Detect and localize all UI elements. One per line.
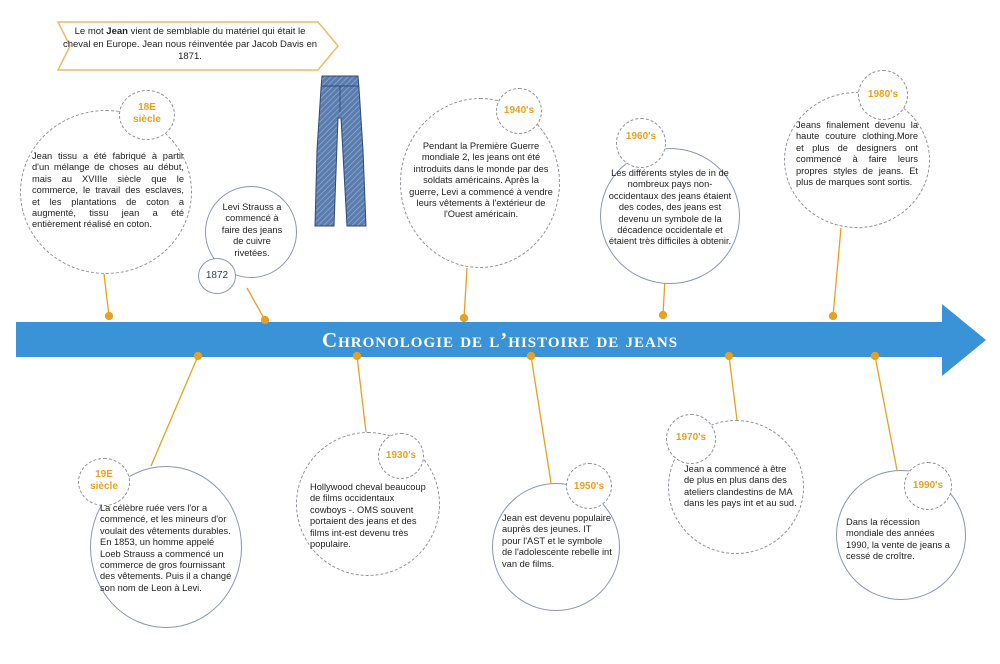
event-text-1980s: Jeans finalement devenu la haute couture clothing.More et plus de designers ont commencé à faire leurs propres styles de jeans. Et plus de marques sont sortis. bbox=[796, 120, 918, 188]
event-text-1970s: Jean a commencé à être de plus en plus dans des ateliers clandestins de MA dans les pays int et au sud. bbox=[684, 464, 797, 509]
connector-dot-1950s bbox=[528, 353, 535, 360]
connector-1950s bbox=[531, 356, 551, 483]
event-text-1950s: Jean est devenu populaire auprès des jeunes. IT pour l'AST et le symbole de l'adolescente rebelle int van de films. bbox=[502, 513, 612, 569]
connector-1990s bbox=[875, 356, 897, 470]
connector-1980s bbox=[833, 228, 841, 316]
event-text-18e: Jean tissu a été fabriqué à partir d'un mélange de choses au début, mais au XVIIIe siècle que le commerce, le travail des esclaves, et les plantations de coton a augmenté, tissu jean a été entièrement réalisé en coton. bbox=[32, 151, 184, 230]
connector-dot-1990s bbox=[872, 353, 879, 360]
event-label-bubble-1960s bbox=[616, 118, 666, 168]
connector-1940s bbox=[464, 268, 467, 318]
event-label-1872: 1872 bbox=[205, 270, 229, 281]
event-label-1940s: 1940's bbox=[503, 105, 535, 116]
connector-1872 bbox=[247, 288, 265, 320]
timeline-title: Chronologie de l’histoire de jeans bbox=[321, 328, 679, 352]
jeans-illustration bbox=[315, 76, 366, 226]
event-label-1950s: 1950's bbox=[573, 481, 605, 492]
event-text-1930s: Hollywood cheval beaucoup de films occidentaux cowboys -. OMS souvent portaient des jeans et des films int-est devenu très populaire. bbox=[310, 482, 426, 550]
connector-dot-1872 bbox=[262, 317, 269, 324]
event-label-1960s: 1960's bbox=[625, 131, 657, 142]
connector-19e bbox=[151, 356, 198, 466]
connector-dot-18e bbox=[106, 313, 113, 320]
event-text-1940s: Pendant la Première Guerre mondiale 2, les jeans ont été introduits dans le monde par des soldats américains. Après la guerre, Levi a commencé à vendre leurs vêtements à l'extérieur de l'Ouest américain. bbox=[409, 141, 553, 220]
event-label-19e: 19E siècle bbox=[90, 469, 118, 492]
connector-dot-1970s bbox=[726, 353, 733, 360]
connector-dot-1940s bbox=[461, 315, 468, 322]
event-label-1990s: 1990's bbox=[912, 480, 944, 491]
event-label-18e: 18E siècle bbox=[133, 102, 161, 125]
event-text-1872: Levi Strauss a commencé à faire des jeans de cuivre rivetées. bbox=[221, 202, 283, 258]
connector-dot-1930s bbox=[354, 353, 361, 360]
connector-dot-1960s bbox=[660, 312, 667, 319]
event-label-1930s: 1930's bbox=[385, 450, 417, 461]
event-label-1970s: 1970's bbox=[675, 432, 707, 443]
connector-18e bbox=[104, 274, 109, 316]
connector-1930s bbox=[357, 356, 366, 432]
intro-keyword: Jean bbox=[106, 26, 128, 37]
connector-dot-1980s bbox=[830, 313, 837, 320]
connector-dot-19e bbox=[195, 353, 202, 360]
event-text-1960s: Les différents styles de in de nombreux pays non-occidentaux des jeans étaient des codes, des jeans est devenu un symbole de la décadence occidentale et étaient très difficiles à obtenir. bbox=[608, 168, 732, 247]
connector-1970s bbox=[729, 356, 737, 420]
event-label-1980s: 1980's bbox=[867, 89, 899, 100]
event-text-1990s: Dans la récession mondiale des années 1990, la vente de jeans a cessé de croître. bbox=[846, 517, 950, 562]
event-text-19e: La célèbre ruée vers l'or a commencé, et les mineurs d'or voulait des vêtements durables. En 1853, un homme appelé Loeb Strauss a commencé un commerce de gros fournissant des vêtements. Puis il a changé son nom de Leon à Levi. bbox=[100, 503, 232, 593]
intro-text: Le mot Jean vient de semblable du matériel qui était le cheval en Europe. Jean nous réinventée par Jacob Davis en 1871. bbox=[62, 26, 318, 62]
